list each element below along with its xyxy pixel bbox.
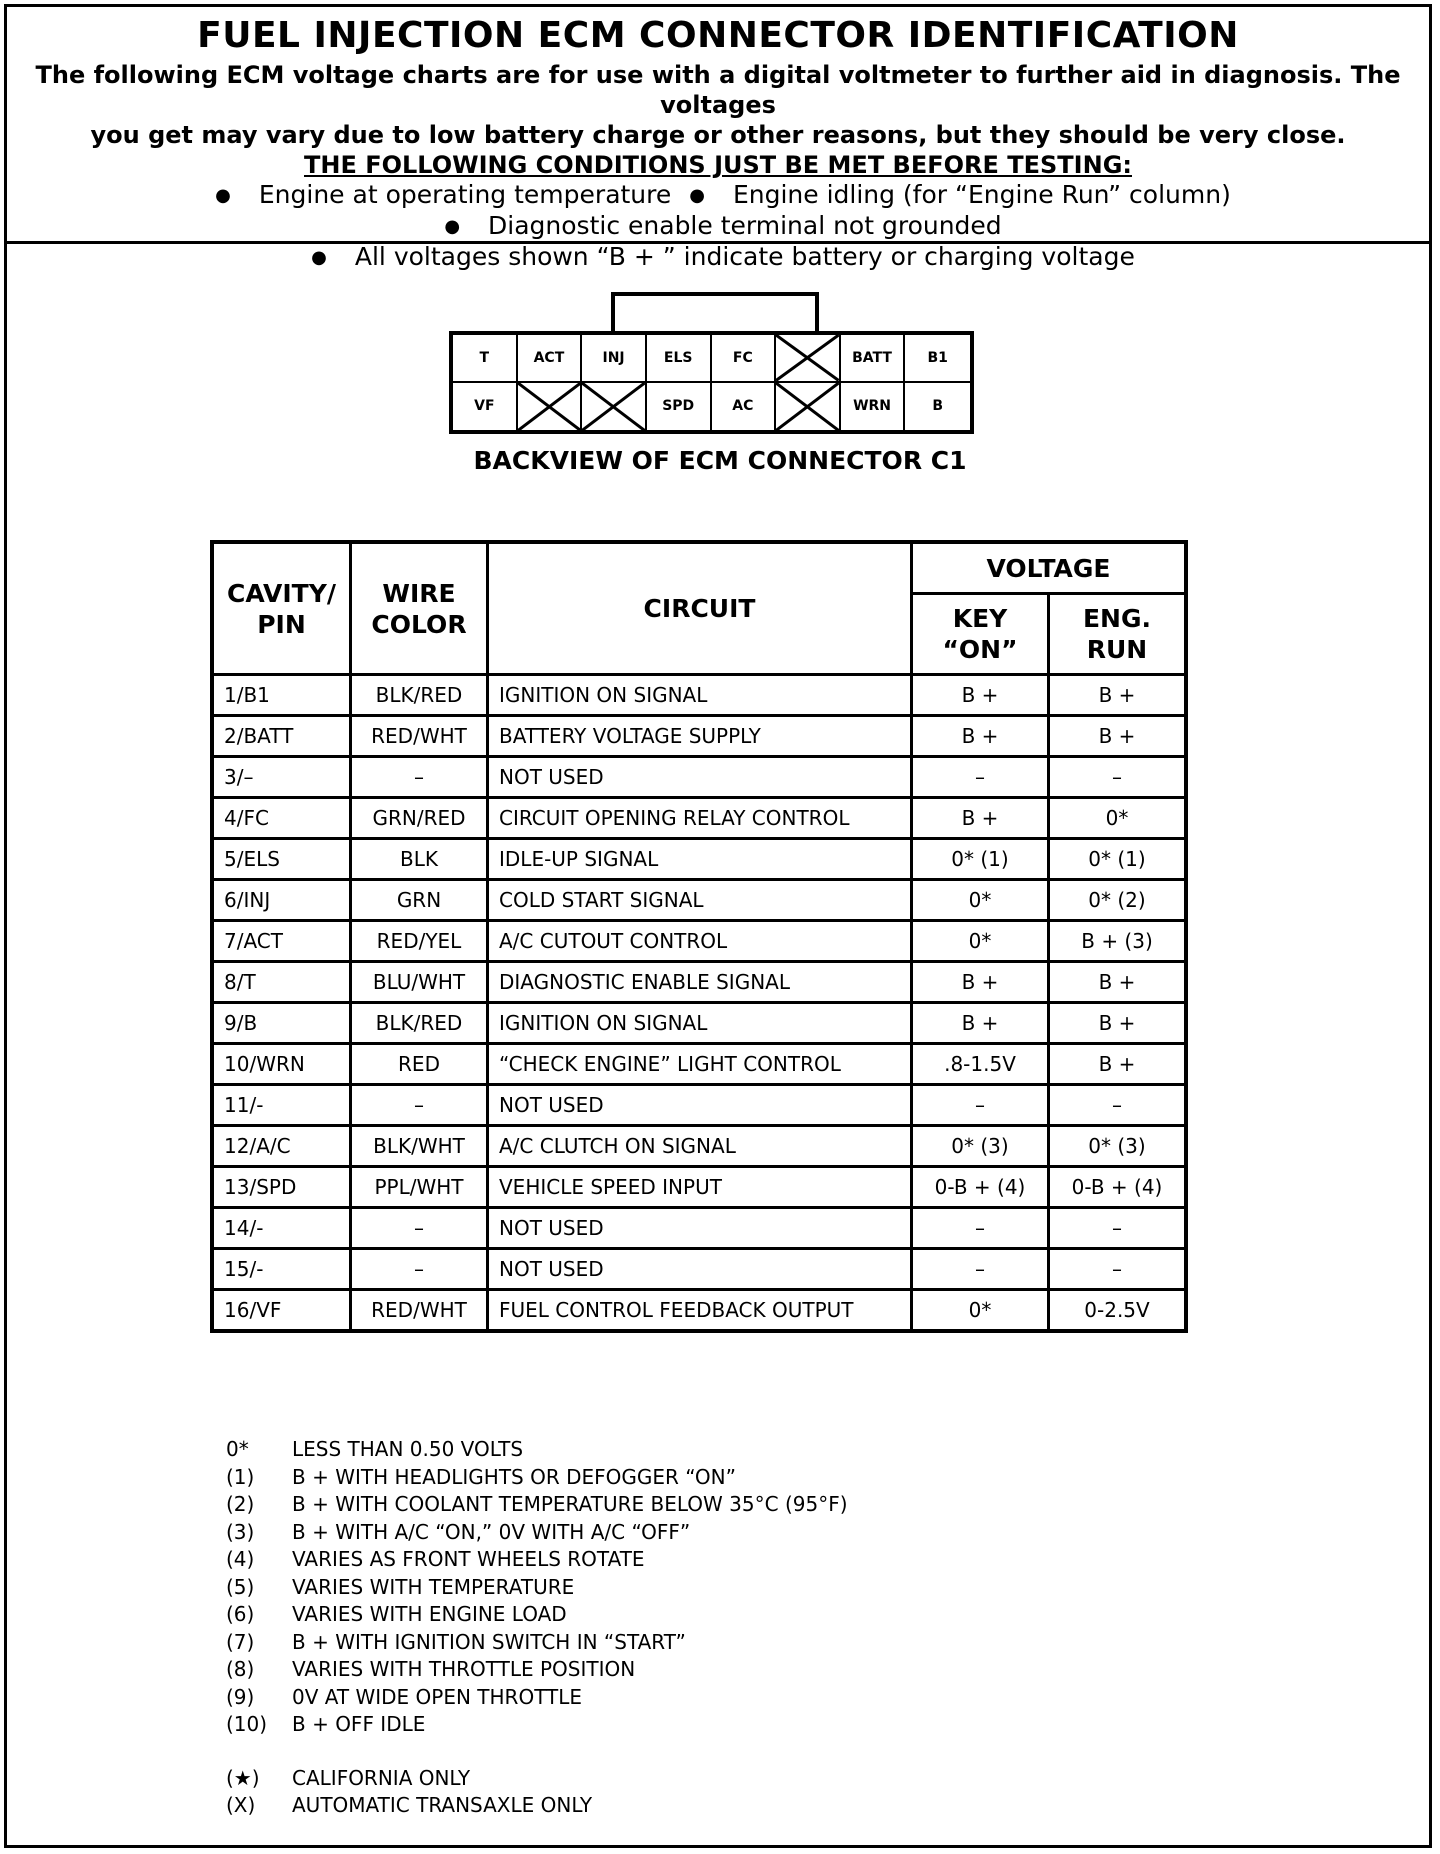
cell-circuit: A/C CUTOUT CONTROL xyxy=(488,921,912,962)
cell-wire-color: – xyxy=(351,1249,488,1290)
cell-circuit: NOT USED xyxy=(488,1208,912,1249)
table-row xyxy=(212,675,1186,716)
connector-cavity-unused xyxy=(582,383,647,431)
cell-eng-run: B + xyxy=(1049,1044,1187,1085)
cell-eng-run: – xyxy=(1049,1249,1187,1290)
cell-wire-color: PPL/WHT xyxy=(351,1167,488,1208)
cell-circuit: COLD START SIGNAL xyxy=(488,880,912,921)
cell-wire-color: RED/WHT xyxy=(351,1290,488,1332)
footnote-text: VARIES WITH ENGINE LOAD xyxy=(292,1602,567,1626)
cell-circuit: NOT USED xyxy=(488,1249,912,1290)
intro-line-1: The following ECM voltage charts are for use with a digital voltmeter to further aid in diagnosis. The voltages xyxy=(35,61,1401,119)
table-row xyxy=(212,921,1186,962)
cell-key-on: B + xyxy=(912,716,1049,757)
bullet-icon: ● xyxy=(444,216,461,237)
cell-key-on: 0* (1) xyxy=(912,839,1049,880)
connector-cavity: ELS xyxy=(647,335,712,383)
footnote-text: B + OFF IDLE xyxy=(292,1712,426,1736)
cell-circuit: DIAGNOSTIC ENABLE SIGNAL xyxy=(488,962,912,1003)
footnote xyxy=(226,1684,848,1712)
cell-key-on: .8-1.5V xyxy=(912,1044,1049,1085)
cell-pin: 7/ACT xyxy=(212,921,351,962)
connector-cavity: VF xyxy=(453,383,518,431)
connector-cavity: AC xyxy=(712,383,777,431)
cell-circuit: FUEL CONTROL FEEDBACK OUTPUT xyxy=(488,1290,912,1332)
cell-key-on: B + xyxy=(912,962,1049,1003)
bullet-icon: ● xyxy=(311,247,327,268)
cell-eng-run: 0-B + (4) xyxy=(1049,1167,1187,1208)
footnote-key: (5) xyxy=(226,1574,255,1599)
cell-pin: 5/ELS xyxy=(212,839,351,880)
bullet-icon: ● xyxy=(689,185,705,206)
cell-wire-color: RED xyxy=(351,1044,488,1085)
cell-circuit: IGNITION ON SIGNAL xyxy=(488,1003,912,1044)
bullet-icon: ● xyxy=(215,185,231,206)
footnote xyxy=(226,1574,848,1602)
footnote-text: B + WITH A/C “ON,” 0V WITH A/C “OFF” xyxy=(292,1519,691,1544)
cell-pin: 14/- xyxy=(212,1208,351,1249)
footnote-key: (★) xyxy=(226,1765,260,1790)
header-wire-color xyxy=(351,542,488,675)
connector-cavity: ACT xyxy=(518,335,583,383)
cell-wire-color: – xyxy=(351,757,488,798)
condition-item: Engine idling (for “Engine Run” column) xyxy=(732,180,1231,209)
header-text: CAVITY/ xyxy=(227,578,336,608)
cell-wire-color: BLK/WHT xyxy=(351,1126,488,1167)
connector-cavity-unused xyxy=(518,383,583,431)
table-row xyxy=(212,839,1186,880)
cross-icon xyxy=(776,335,839,381)
cell-circuit: CIRCUIT OPENING RELAY CONTROL xyxy=(488,798,912,839)
footnotes xyxy=(226,1436,848,1820)
cross-icon xyxy=(518,383,581,431)
conditions-line-1 xyxy=(4,180,1432,211)
connector-caption: BACKVIEW OF ECM CONNECTOR C1 xyxy=(473,446,967,475)
footnote-key: (3) xyxy=(226,1519,255,1544)
cell-pin: 15/- xyxy=(212,1249,351,1290)
cell-key-on: – xyxy=(912,1085,1049,1126)
footnote xyxy=(226,1792,848,1820)
connector-cavity: SPD xyxy=(647,383,712,431)
footnote-key: (4) xyxy=(226,1547,255,1571)
cell-eng-run: B + (3) xyxy=(1049,921,1187,962)
cell-key-on: B + xyxy=(912,1003,1049,1044)
table-row xyxy=(212,1249,1186,1290)
footnote-text: B + WITH IGNITION SWITCH IN “START” xyxy=(292,1629,686,1654)
cell-wire-color: – xyxy=(351,1208,488,1249)
table-row xyxy=(212,1208,1186,1249)
cell-eng-run: 0* (2) xyxy=(1049,880,1187,921)
table-row xyxy=(212,1044,1186,1085)
cell-eng-run: – xyxy=(1049,757,1187,798)
header-text: RUN xyxy=(1086,635,1148,664)
header-text: “ON” xyxy=(942,635,1018,664)
header-box xyxy=(4,4,1432,271)
footnote-key: 0* xyxy=(226,1437,249,1461)
cell-key-on: B + xyxy=(912,798,1049,839)
cross-icon xyxy=(582,383,645,431)
cell-key-on: – xyxy=(912,1249,1049,1290)
connector-cavity: BATT xyxy=(841,335,906,383)
footnote xyxy=(226,1519,848,1547)
header-text: ENG. xyxy=(1082,604,1152,633)
footnote-key: (9) xyxy=(226,1684,255,1709)
cell-pin: 3/– xyxy=(212,757,351,798)
cell-wire-color: BLK/RED xyxy=(351,675,488,716)
header-voltage: VOLTAGE xyxy=(912,542,1187,594)
footnote xyxy=(226,1546,848,1574)
cell-pin: 12/A/C xyxy=(212,1126,351,1167)
footnote xyxy=(226,1629,848,1657)
table-row xyxy=(212,798,1186,839)
cell-pin: 8/T xyxy=(212,962,351,1003)
table-row xyxy=(212,1167,1186,1208)
cell-wire-color: GRN/RED xyxy=(351,798,488,839)
header-key-on xyxy=(912,594,1049,675)
footnote xyxy=(226,1711,848,1739)
footnote-text: VARIES WITH TEMPERATURE xyxy=(292,1574,575,1599)
cell-eng-run: 0* xyxy=(1049,798,1187,839)
table-row xyxy=(212,1003,1186,1044)
footnote xyxy=(226,1601,848,1629)
cell-eng-run: – xyxy=(1049,1208,1187,1249)
cell-pin: 6/INJ xyxy=(212,880,351,921)
footnote-text: VARIES AS FRONT WHEELS ROTATE xyxy=(292,1547,645,1571)
connector-cavity: T xyxy=(453,335,518,383)
cell-circuit: VEHICLE SPEED INPUT xyxy=(488,1167,912,1208)
footnote-key: (1) xyxy=(226,1464,255,1489)
cell-circuit: BATTERY VOLTAGE SUPPLY xyxy=(488,716,912,757)
intro-line-2: you get may vary due to low battery charge or other reasons, but they should be very close. xyxy=(90,121,1346,149)
table-row xyxy=(212,1126,1186,1167)
connector-cavity: FC xyxy=(712,335,777,383)
cell-pin: 4/FC xyxy=(212,798,351,839)
cell-key-on: – xyxy=(912,757,1049,798)
footnote xyxy=(226,1436,848,1464)
connector-cavity: WRN xyxy=(841,383,906,431)
cell-key-on: 0-B + (4) xyxy=(912,1167,1049,1208)
table-row xyxy=(212,1290,1186,1332)
footnote xyxy=(226,1656,848,1684)
conditions-title: THE FOLLOWING CONDITIONS JUST BE MET BEFORE TESTING: xyxy=(304,151,1132,179)
cell-wire-color: RED/YEL xyxy=(351,921,488,962)
cell-key-on: 0* (3) xyxy=(912,1126,1049,1167)
footnote-text: 0V AT WIDE OPEN THROTTLE xyxy=(292,1684,583,1709)
cross-icon xyxy=(776,383,839,431)
cell-eng-run: 0* (1) xyxy=(1049,839,1187,880)
connector-diagram xyxy=(449,331,974,434)
page-title: FUEL INJECTION ECM CONNECTOR IDENTIFICATION xyxy=(197,15,1239,56)
header-text: COLOR xyxy=(371,609,467,639)
cell-key-on: 0* xyxy=(912,921,1049,962)
footnote-key: (6) xyxy=(226,1602,255,1626)
cell-pin: 11/- xyxy=(212,1085,351,1126)
cell-eng-run: 0-2.5V xyxy=(1049,1290,1187,1332)
header-text: WIRE xyxy=(382,578,456,608)
cell-pin: 9/B xyxy=(212,1003,351,1044)
cell-wire-color: BLU/WHT xyxy=(351,962,488,1003)
conditions-line-2 xyxy=(4,211,1432,242)
cell-eng-run: B + xyxy=(1049,675,1187,716)
cell-eng-run: B + xyxy=(1049,962,1187,1003)
footnote-text: VARIES WITH THROTTLE POSITION xyxy=(292,1657,636,1681)
footnote xyxy=(226,1765,848,1793)
condition-item: Engine at operating temperature xyxy=(258,180,672,209)
cell-wire-color: RED/WHT xyxy=(351,716,488,757)
conditions-line-3 xyxy=(4,242,1432,273)
cell-eng-run: 0* (3) xyxy=(1049,1126,1187,1167)
cell-circuit: “CHECK ENGINE” LIGHT CONTROL xyxy=(488,1044,912,1085)
table-row xyxy=(212,1085,1186,1126)
footnote-text: B + WITH COOLANT TEMPERATURE BELOW 35°C (95°F) xyxy=(292,1492,848,1516)
connector-cavity: B xyxy=(932,398,944,415)
cell-eng-run: B + xyxy=(1049,1003,1187,1044)
header-eng-run xyxy=(1049,594,1187,675)
footnote-key: (X) xyxy=(226,1793,256,1817)
cell-key-on: B + xyxy=(912,675,1049,716)
pin-voltage-table xyxy=(210,540,1188,1333)
connector-cavity: B1 xyxy=(905,335,970,383)
connector-cavity-unused xyxy=(776,383,841,431)
footnote-text: CALIFORNIA ONLY xyxy=(292,1765,471,1790)
table-row xyxy=(212,880,1186,921)
footnote-text: AUTOMATIC TRANSAXLE ONLY xyxy=(292,1793,593,1817)
cell-pin: 2/BATT xyxy=(212,716,351,757)
cell-wire-color: GRN xyxy=(351,880,488,921)
cell-pin: 13/SPD xyxy=(212,1167,351,1208)
cell-key-on: 0* xyxy=(912,1290,1049,1332)
table-row xyxy=(212,757,1186,798)
footnote-key: (2) xyxy=(226,1492,255,1516)
cell-circuit: NOT USED xyxy=(488,1085,912,1126)
header-circuit: CIRCUIT xyxy=(488,542,912,675)
cell-circuit: NOT USED xyxy=(488,757,912,798)
footnote-key: (8) xyxy=(226,1657,255,1681)
footnote-spacer xyxy=(226,1739,848,1765)
table-row xyxy=(212,716,1186,757)
connector-latch xyxy=(611,292,819,332)
header-cavity-pin xyxy=(212,542,351,675)
connector-cavity-unused xyxy=(776,335,841,383)
cell-eng-run: – xyxy=(1049,1085,1187,1126)
cell-pin: 1/B1 xyxy=(212,675,351,716)
cell-pin: 10/WRN xyxy=(212,1044,351,1085)
condition-item: Diagnostic enable terminal not grounded xyxy=(488,211,1002,240)
header-text: PIN xyxy=(257,609,306,639)
footnote xyxy=(226,1491,848,1519)
table-row xyxy=(212,962,1186,1003)
cell-eng-run: B + xyxy=(1049,716,1187,757)
connector-cavity: INJ xyxy=(582,335,647,383)
footnote-text: LESS THAN 0.50 VOLTS xyxy=(292,1437,524,1461)
cell-circuit: A/C CLUTCH ON SIGNAL xyxy=(488,1126,912,1167)
condition-item: All voltages shown “B + ” indicate battery or charging voltage xyxy=(354,242,1135,271)
cell-wire-color: – xyxy=(351,1085,488,1126)
footnote-text: B + WITH HEADLIGHTS OR DEFOGGER “ON” xyxy=(292,1464,736,1489)
cell-circuit: IDLE-UP SIGNAL xyxy=(488,839,912,880)
cell-wire-color: BLK xyxy=(351,839,488,880)
header-text: KEY xyxy=(952,604,1008,633)
footnote xyxy=(226,1464,848,1492)
cell-wire-color: BLK/RED xyxy=(351,1003,488,1044)
cell-key-on: 0* xyxy=(912,880,1049,921)
footnote-key: (7) xyxy=(226,1629,255,1654)
cell-pin: 16/VF xyxy=(212,1290,351,1332)
footnote-key: (10) xyxy=(226,1712,268,1736)
cell-circuit: IGNITION ON SIGNAL xyxy=(488,675,912,716)
cell-key-on: – xyxy=(912,1208,1049,1249)
